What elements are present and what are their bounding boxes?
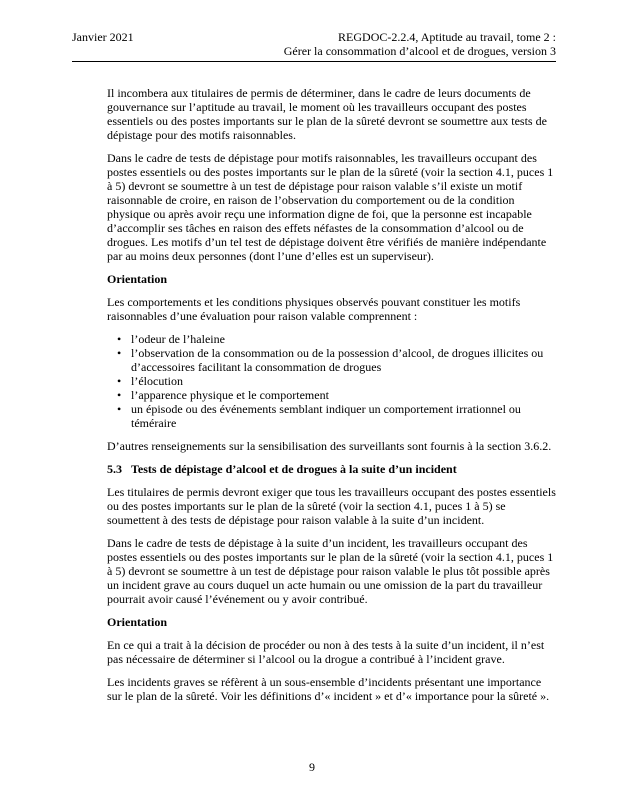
paragraph-orientation-outro: D’autres renseignements sur la sensibilisation des surveillants sont fournis à la section 3.6.2. xyxy=(107,439,552,453)
section-heading-5-3 xyxy=(107,462,556,476)
list-item: • l’odeur de l’haleine xyxy=(131,332,556,346)
paragraph-reasonable-grounds-detail: Dans le cadre de tests de dépistage pour motifs raisonnables, les travailleurs occupant des postes essentiels ou des postes importants sur le plan de la sûreté (voir la section 4.1, puces 1 à 5) devront se soumettre à un test de dépistage pour raison valable s’il existe un motif raisonnable de croire, en raison de l’observation du comportement ou de la condition physique ou après avoir reçu une information digne de foi, que la personne est incapable d’accomplir ses tâches en raison des effets néfastes de la consommation d’alcool ou de drogues. Les motifs d’un tel test de dépistage doivent être vérifiés de manière indépendante par au moins deux personnes (dont l’une d’elles est un superviseur). xyxy=(107,151,554,263)
section-title: Tests de dépistage d’alcool et de drogues à la suite d’un incident xyxy=(131,462,457,476)
observed-behaviours-list xyxy=(107,332,556,430)
header-doc-title xyxy=(284,31,556,58)
paragraph-incident-detail: Dans le cadre de tests de dépistage à la suite d’un incident, les travailleurs occupant des postes essentiels ou des postes importants sur le plan de la sûreté (voir la section 4.1, puces 1 à 5) devront se soumettre à un test de dépistage pour raison valable le plus tôt possible après un incident grave au cours duquel un acte humain ou une omission de la part du travailleur pourrait avoir causé l’événement ou y avoir contribué. xyxy=(107,536,554,606)
page-header xyxy=(72,31,556,58)
header-doc-line2: Gérer la consommation d’alcool et de drogues, version 3 xyxy=(283,43,556,58)
header-rule xyxy=(72,61,556,62)
orientation-heading-1: Orientation xyxy=(107,272,167,286)
paragraph-orientation-intro: Les comportements et les conditions physiques observés pouvant constituer les motifs raisonnables d’une évaluation pour raison valable comprennent : xyxy=(107,295,521,323)
header-doc-line1: REGDOC-2.2.4, Aptitude au travail, tome 2 : xyxy=(338,30,556,44)
section-number: 5.3 xyxy=(107,462,122,476)
paragraph-incident-orientation: En ce qui a trait à la décision de procéder ou non à des tests à la suite d’un incident, il n’est pas nécessaire de déterminer si l’alcool ou la drogue a contribué à l’incident grave. xyxy=(107,638,545,666)
list-item: • un épisode ou des événements semblant indiquer un comportement irrationnel ou téméraire xyxy=(131,402,556,430)
list-item: • l’apparence physique et le comportement xyxy=(131,388,556,402)
list-item: • l’élocution xyxy=(131,374,556,388)
page-number: 9 xyxy=(309,760,315,774)
page-footer xyxy=(0,760,624,774)
header-date: Janvier 2021 xyxy=(72,30,134,44)
paragraph-incident-requirement: Les titulaires de permis devront exiger que tous les travailleurs occupant des postes essentiels ou des postes importants sur le plan de la sûreté (voir la section 4.1, puces 1 à 5) se soumettent à des tests de dépistage pour raison valable à la suite d’un incident. xyxy=(107,485,556,527)
document-content xyxy=(107,86,556,703)
paragraph-serious-incidents: Les incidents graves se réfèrent à un sous-ensemble d’incidents présentant une importance sur le plan de la sûreté. Voir les définitions d’« incident » et d’« importance pour la sûreté ». xyxy=(107,675,550,703)
paragraph-reasonable-grounds-intro: Il incombera aux titulaires de permis de déterminer, dans le cadre de leurs documents de gouvernance sur l’aptitude au travail, le moment où les travailleurs occupant des postes essentiels ou des postes importants sur le plan de la sûreté devront se soumettre aux tests de dépistage pour des motifs raisonnables. xyxy=(107,86,547,142)
list-item: • l’observation de la consommation ou de la possession d’alcool, de drogues illicites ou d’accessoires facilitant la consommation de drogues xyxy=(131,346,556,374)
orientation-heading-2: Orientation xyxy=(107,615,167,629)
